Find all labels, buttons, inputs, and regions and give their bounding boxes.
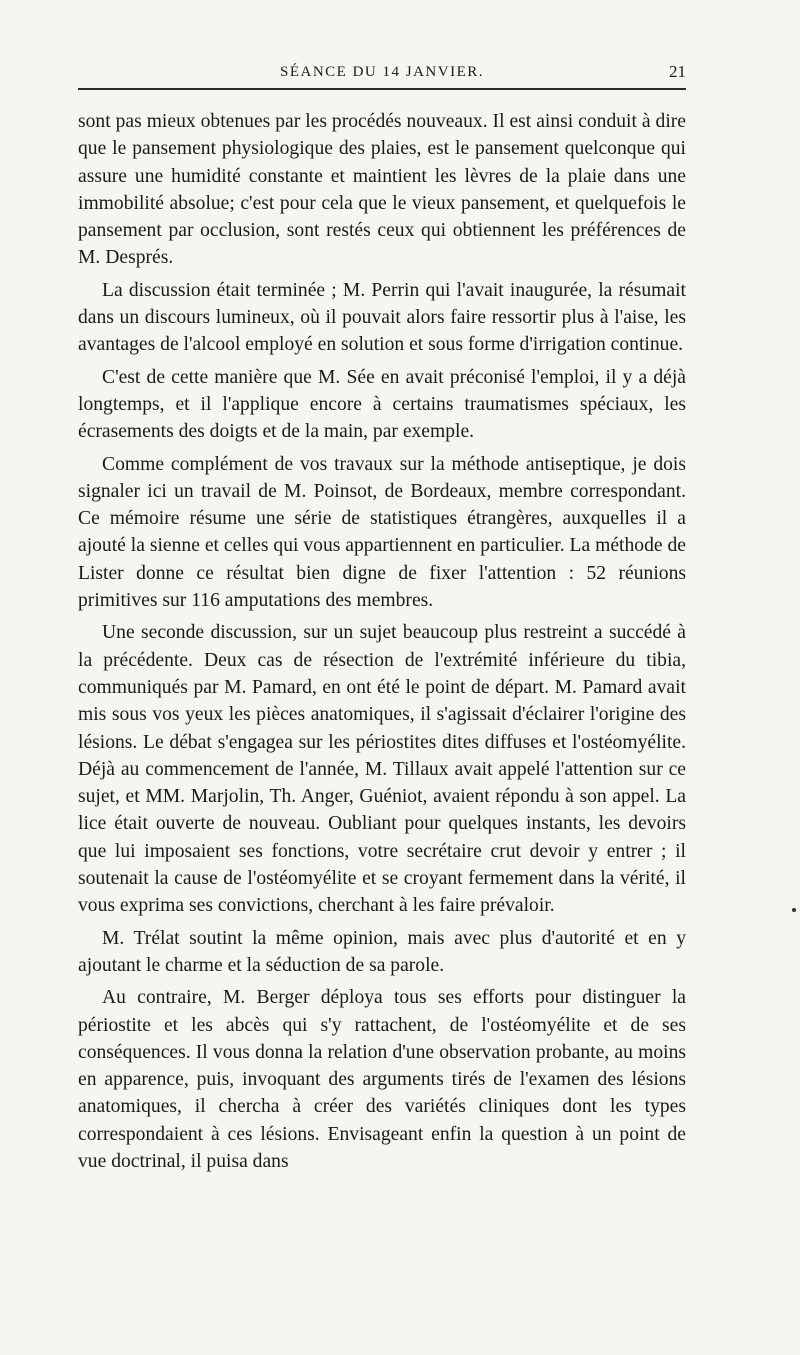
paragraph-perrin: La discussion était terminée ; M. Perrin qui l'avait inaugurée, la résumait dans un discours lumineux, où il pouvait alors faire ressortir plus à l'aise, les avantages de l'alcool employé en solution et sous forme d'irrigation continue. (78, 279, 686, 356)
paragraph-trelat: M. Trélat soutint la même opinion, mais avec plus d'autorité et en y ajoutant le charme et la séduction de sa parole. (78, 927, 686, 976)
page-number: 21 (669, 62, 686, 81)
book-page (78, 58, 686, 1180)
margin-speck (792, 908, 796, 912)
paragraph-second-discussion: Une seconde discussion, sur un sujet beaucoup plus restreint a succédé à la précédente. Deux cas de résection de l'extrémité inférieure du tibia, communiqués par M. Pamard, en ont été le point de départ. M. Pamard avait mis sous vos yeux les pièces anatomiques, il s'agissait d'éclairer l'origine des lésions. Le débat s'engagea sur les périostites dites diffuses et l'ostéomyélite. Déjà au commencement de l'année, M. Tillaux avait appelé l'attention sur ce sujet, et MM. Marjolin, Th. Anger, Guéniot, avaient répondu à son appel. La lice était ouverte de nouveau. Oubliant pour quelques instants, les devoirs que lui imposaient ses fonctions, votre secrétaire crut devoir y entrer ; il soutenait la cause de l'ostéomyélite et se croyant fermement dans la vérité, il vous exprima ses convictions, cherchant à les faire prévaloir. (78, 622, 686, 917)
paragraph-continuation: sont pas mieux obtenues par les procédés nouveaux. Il est ainsi conduit à dire que le pansement physiologique des plaies, est le pansement quelconque qui assure une humidité constante et maintient les lèvres de la plaie dans une immobilité absolue; c'est pour cela que le vieux pansement, et quelquefois le pansement par occlusion, sont restés ceux qui obtiennent les préférences de M. Després. (78, 111, 686, 269)
paragraph-see: C'est de cette manière que M. Sée en avait préconisé l'emploi, il y a déjà longtemps, et il l'applique encore à certains traumatismes spéciaux, les écrasements des doigts et de la main, par exemple. (78, 366, 686, 443)
body-text (78, 108, 686, 1175)
paragraph-poinsot: Comme complément de vos travaux sur la méthode antiseptique, je dois signaler ici un travail de M. Poinsot, de Bordeaux, membre correspondant. Ce mémoire résume une série de statistiques étrangères, auxquelles il a ajouté la sienne et celles qui vous appartiennent en particulier. La méthode de Lister donne ce résultat bien digne de fixer l'attention : 52 réunions primitives sur 116 amputations des membres. (78, 453, 686, 612)
running-head (78, 58, 686, 90)
running-title: SÉANCE DU 14 JANVIER. (280, 64, 484, 80)
paragraph-berger: Au contraire, M. Berger déploya tous ses efforts pour distinguer la périostite et les abcès qui s'y rattachent, de l'ostéomyélite et de ses conséquences. Il vous donna la relation d'une observation probante, au moins en apparence, puis, invoquant des arguments tirés de l'examen des lésions anatomiques, il chercha à créer des variétés cliniques dont les types correspondaient à ces lésions. Envisageant enfin la question à un point de vue doctrinal, il puisa dans (78, 987, 686, 1172)
